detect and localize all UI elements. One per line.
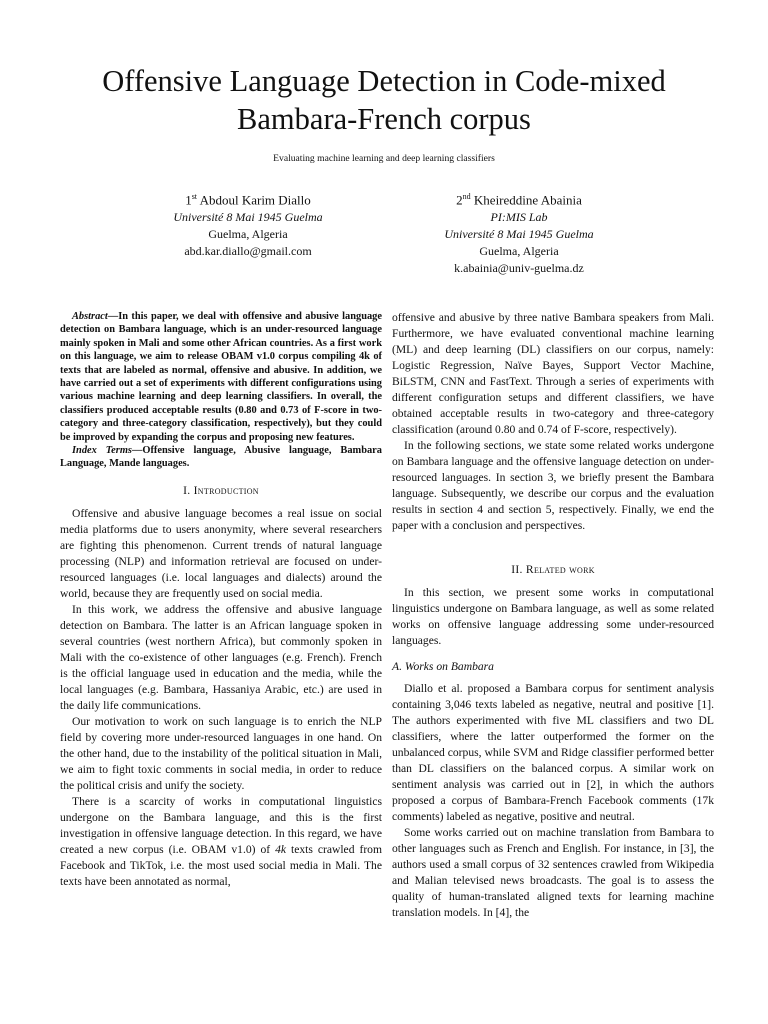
right-column — [392, 310, 714, 921]
paragraph-text: There is a scarcity of works in computational linguistics undergone on the Bambara language, and this is the first investigation in offensive language detection. In this regard, we have created a new corpus (i.e. OBAM v1.0) of — [60, 794, 382, 856]
paragraph: offensive and abusive by three native Bambara speakers from Mali. Furthermore, we have evaluated conventional machine learning (ML) and deep learning (DL) classifiers on our corpus, namely: Logistic Regression, Naïve Bayes, Support Vector Machine, BiLSTM, CNN and FastText. Through a series of experiments with different configuration setups and different classifiers, we have obtained acceptable results in two-category and three-category classification (around 0.80 and 0.74 of F-score, respectively). — [392, 311, 714, 436]
paragraph: In this section, we present some works in computational linguistics undergone on Bambara language, as well as some related works on offensive language addressing some under-resourced languages. — [392, 586, 714, 647]
title-line-2: Bambara-French corpus — [237, 102, 531, 136]
author-block-1 — [98, 189, 398, 260]
paragraph-text: texts crawled from Facebook and TikTok, i.e. the most used social media in Mali. The texts have been annotated as normal, — [60, 842, 382, 888]
paragraph: Our motivation to work on such language is to enrich the NLP field by covering more under-resourced languages in one hand. On the other hand, due to the instability of the political situation in Mali, we aim to fight toxic comments in social media, in order to reduce the political crisis and unify the society. — [60, 714, 382, 792]
section-heading-introduction: I. Introduction — [183, 483, 259, 497]
abstract-text: —In this paper, we deal with offensive and abusive language detection on Bambara language, which is an under-resourced language mainly spoken in Mali and some other African countries. As a first work on this language, we aim to release OBAM v1.0 corpus compiling 4k of texts that are labeled as normal, offensive and abusive. In addition, we have carried out a set of experiments with different configurations using various machine learning and deep learning classifiers. In overall, the classifiers produced acceptable results (0.80 and 0.73 of F-score in two-category and three-category classification, respectively), but they could be improved by expanding the corpus and proposing new features. — [60, 311, 382, 443]
author-block-2 — [369, 189, 669, 276]
paragraph-italic: 4k — [275, 842, 287, 856]
paragraph: In this work, we address the offensive and abusive language detection on Bambara. The latter is an African language spoken in several countries (west northern Africa), but commonly spoken in Mali with the co-existence of other languages (e.g. French). French is the official language used in education and the media, while the local languages (e.g. Bambara, Hassaniya Arabic, etc.) are used in the daily life communications. — [60, 602, 382, 712]
author-name: Kheireddine Abainia — [473, 192, 582, 208]
author-affiliation: Université 8 Mai 1945 Guelma — [444, 226, 594, 241]
index-terms-text: —Offensive language, Abusive language, Bambara Language, Mande languages. — [60, 445, 382, 470]
subsection-heading-works-on-bambara: A. Works on Bambara — [392, 660, 494, 673]
abstract-label: Abstract — [72, 311, 108, 322]
author-ordinal: 1 — [185, 192, 192, 208]
section-heading-related-work: II. Related work — [511, 563, 595, 576]
title-line-1: Offensive Language Detection in Code-mixed — [102, 64, 666, 98]
author-name: Abdoul Karim Diallo — [199, 192, 311, 208]
left-column — [60, 310, 382, 890]
author-name-line — [98, 189, 398, 209]
author-ordinal-suffix: st — [191, 192, 198, 201]
paragraph: Some works carried out on machine translation from Bambara to other languages such as French and English. For instance, in [3], the authors used a small corpus of 32 sentences crawled from Wikipedia and Malian televised news broadcasts. The goal is to assess the quality of human-translated aligned texts for learning machine translation models. In [4], the — [392, 826, 714, 919]
section-gap — [392, 534, 714, 550]
abstract — [60, 310, 382, 444]
author-email: k.abainia@univ-guelma.dz — [454, 260, 584, 275]
paragraph — [60, 794, 382, 890]
paragraph: Offensive and abusive language becomes a real issue on social media platforms due to users anonymity, where several researchers are fighting this phenomenon. Current trends of natural language processing (NLP) and information retrieval are focused on under-resourced languages (i.e. local languages and dialects) around the world, because they are frequently used on social media. — [60, 506, 382, 600]
author-location: Guelma, Algeria — [479, 243, 559, 258]
author-name-line — [369, 189, 669, 209]
paragraph: Diallo et al. proposed a Bambara corpus for sentiment analysis containing 3,046 texts labeled as negative, neutral and positive [1]. The authors experimented with five ML classifiers and two DL classifiers, where the latter outperformed the former on the unbalanced corpus, while SVM and Ridge classifier performed better than DL classifiers on the balanced corpus. A similar work on sentiment analysis was carried out in [2], in which the authors proposed a corpus of Bambara-French Facebook comments (17k comments) labeled as negative, positive and neutral. — [392, 682, 714, 823]
author-ordinal: 2 — [456, 192, 463, 208]
author-location: Guelma, Algeria — [208, 226, 288, 241]
paragraph: In the following sections, we state some related works undergone on Bambara language and the offensive language detection on under-resourced languages. In section 3, we briefly present the Bambara language. Subsequently, we describe our corpus and the evaluation results in section 4 and section 5, respectively. Finally, we end the paper with a conclusion and perspectives. — [392, 439, 714, 532]
paper-subtitle: Evaluating machine learning and deep learning classifiers — [273, 153, 495, 164]
index-terms-label: Index Terms — [72, 445, 132, 457]
author-ordinal-suffix: nd — [462, 192, 471, 201]
author-affiliation: Université 8 Mai 1945 Guelma — [173, 210, 323, 225]
author-lab: PI:MIS Lab — [490, 210, 548, 225]
index-terms — [60, 444, 382, 471]
paper-title — [60, 62, 708, 138]
author-email: abd.kar.diallo@gmail.com — [184, 243, 312, 258]
